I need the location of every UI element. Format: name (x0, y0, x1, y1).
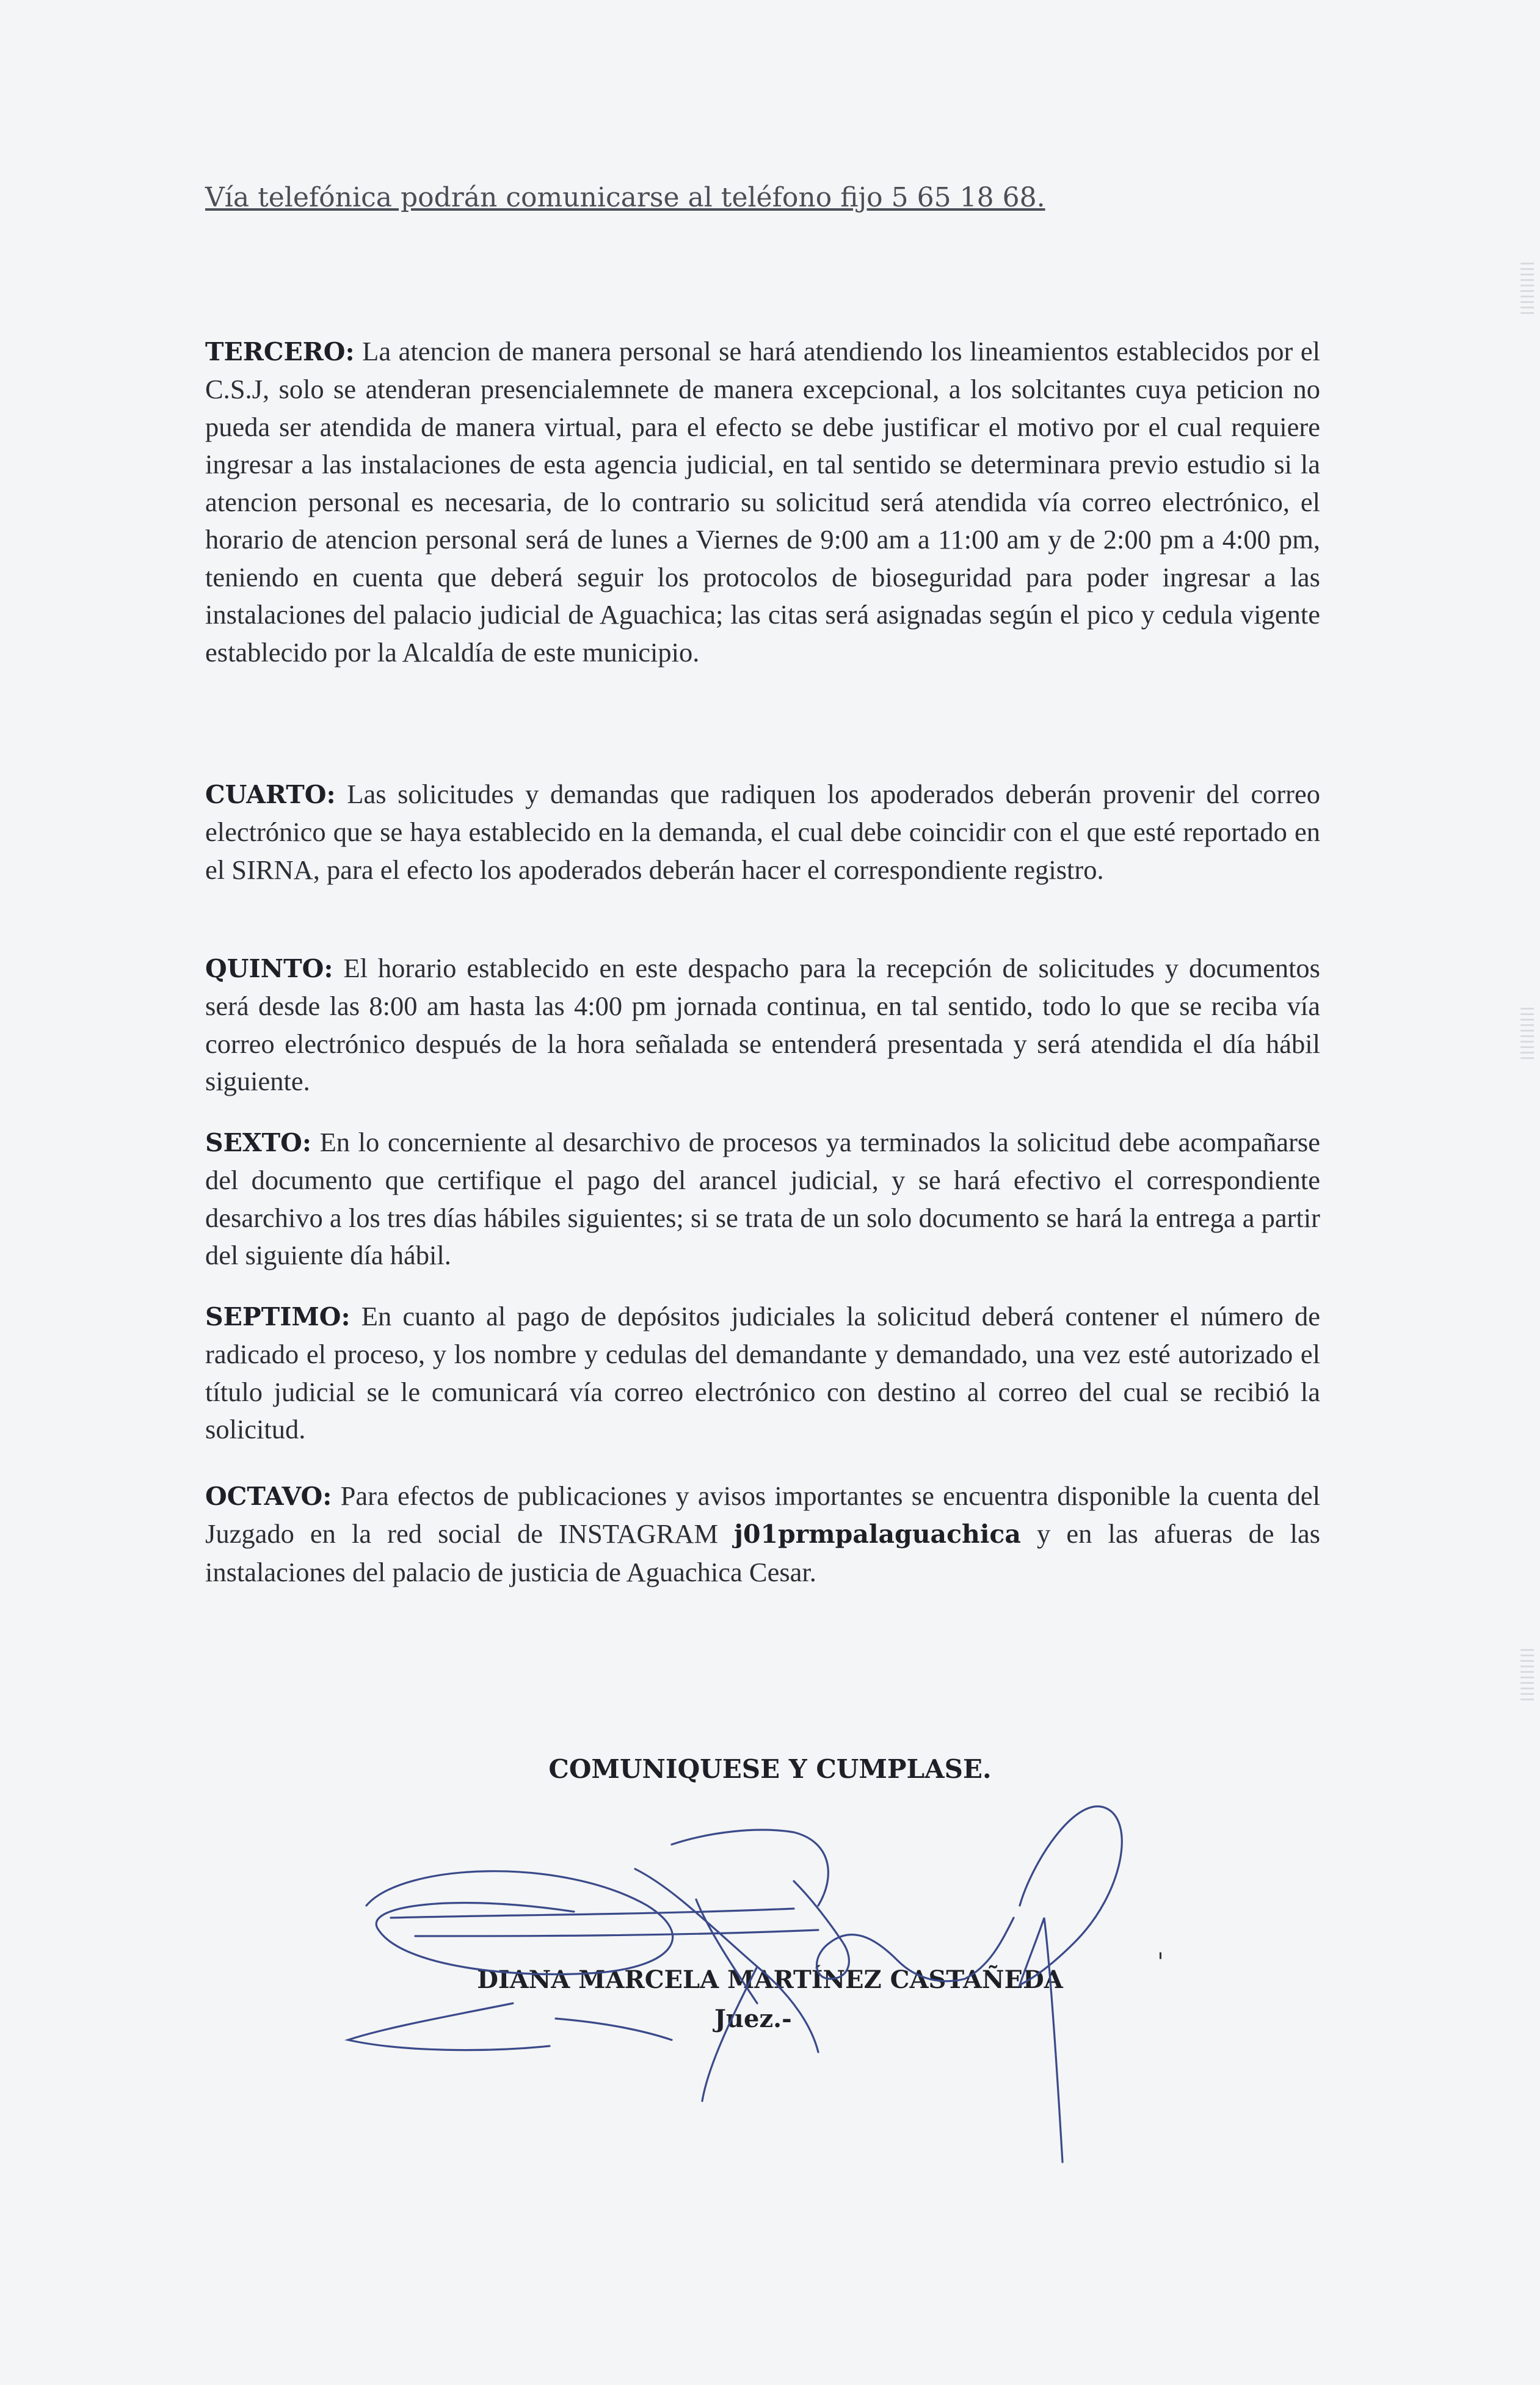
section-body: El horario establecido en este despacho para la recepción de solicitudes y documentos será desde las 8:00 am hasta las 4:00 pm jornada continua, en tal sentido, todo lo que se reciba vía correo electrónico después de la hora señalada se entenderá presentada y será atendida el día hábil siguiente. (205, 952, 1321, 1096)
scan-edge-artifacts (1516, 0, 1540, 2385)
signer-name: DIANA MARCELA MARTÍNEZ CASTAÑEDA (477, 1965, 1063, 1994)
closing-formula: COMUNIQUESE Y CUMPLASE. (548, 1754, 992, 1784)
section-septimo (205, 1298, 1320, 1449)
section-heading: QUINTO: (205, 953, 333, 983)
signer-role: Juez.- (714, 2004, 792, 2033)
section-cuarto (205, 776, 1320, 889)
section-sexto (205, 1124, 1320, 1275)
section-body: En cuanto al pago de depósitos judiciales la solicitud deberá contener el número de radicado el proceso, y los nombre y cedulas del demandante y demandado, una vez esté autorizado el título judicial se le comunicará vía correo electrónico con destino al correo del cual se recibió la solicitud. (205, 1300, 1320, 1444)
section-body: Para efectos de publicaciones y avisos importantes se encuentra disponible la cuenta del Juzgado en la red social de INSTAGRAM (205, 1480, 1321, 1549)
section-body: En lo concerniente al desarchivo de procesos ya terminados la solicitud debe acompañarse del documento que certifique el pago del arancel judicial, y se hará efectivo el correspondiente desarchivo a los tres días hábiles siguientes; si se trata de un solo documento se hará la entrega a partir del siguiente día hábil. (205, 1126, 1320, 1270)
section-octavo (205, 1477, 1320, 1592)
contact-line: Vía telefónica podrán comunicarse al teléfono fijo 5 65 18 68. (205, 182, 1045, 213)
section-heading: SEXTO: (205, 1127, 312, 1157)
section-heading: TERCERO: (205, 337, 355, 366)
stray-mark: ' (1157, 1948, 1164, 1976)
section-heading: SEPTIMO: (205, 1302, 350, 1331)
section-body-end: y en las afueras de las instalaciones del palacio de justicia de Aguachica Cesar. (205, 1518, 1321, 1587)
section-heading: CUARTO: (205, 779, 336, 809)
section-body: La atencion de manera personal se hará atendiendo los lineamientos establecidos por el C.S.J, solo se atenderan presencialemnete de manera excepcional, a los solcitantes cuya peticion no pueda ser atendida de manera virtual, para el efecto se debe justificar el motivo por el cual requiere ingresar a las instalaciones de esta agencia judicial, en tal sentido se determinara previo estudio si la atencion personal es necesaria, de lo contrario su solicitud será atendida vía correo electrónico, el horario de atencion personal será de lunes a Viernes de 9:00 am a 11:00 am y de 2:00 pm a 4:00 pm, teniendo en cuenta que deberá seguir los protocolos de bioseguridad para poder ingresar a las instalaciones del palacio judicial de Aguachica; las citas será asignadas según el pico y cedula vigente establecido por la Alcaldía de este municipio. (205, 335, 1320, 668)
section-heading: OCTAVO: (205, 1481, 332, 1511)
instagram-handle: j01prmpalaguachica (734, 1520, 1021, 1549)
handwritten-signature (330, 1783, 1172, 2180)
section-quinto (205, 950, 1320, 1101)
section-tercero (205, 333, 1320, 672)
section-body: Las solicitudes y demandas que radiquen los apoderados deberán provenir del correo electrónico que se haya establecido en la demanda, el cual debe coincidir con el que esté reportado en el SIRNA, para el efecto los apoderados deberán hacer el correspondiente registro. (205, 778, 1320, 885)
